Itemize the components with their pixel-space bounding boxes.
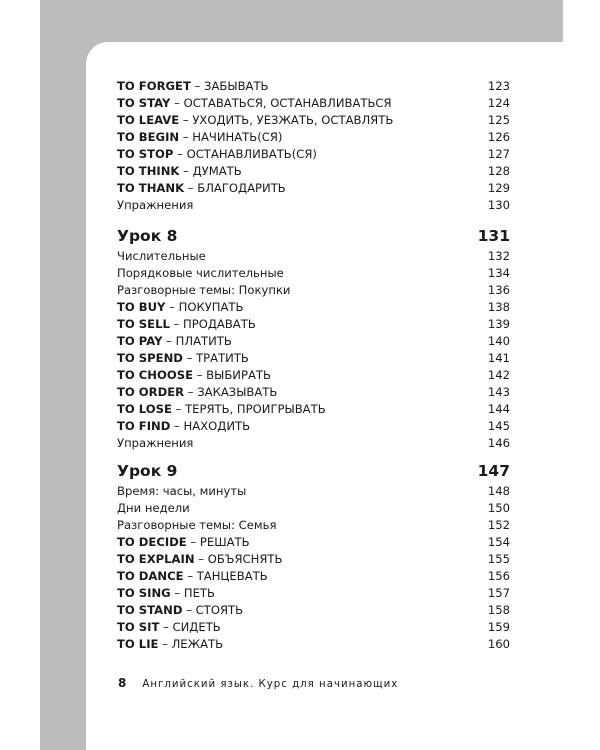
entry-text: Порядковые числительные xyxy=(117,266,284,280)
toc-entry xyxy=(117,620,510,637)
entry-text: TO STAND – СТОЯТЬ xyxy=(117,603,244,617)
page-footer xyxy=(118,676,398,690)
entry-page: 156 xyxy=(487,569,510,583)
toc-entry xyxy=(117,518,510,535)
entry-text: TO BEGIN – НАЧИНАТЬ(СЯ) xyxy=(117,130,283,144)
entry-page: 154 xyxy=(487,535,510,549)
entry-text: Разговорные темы: Покупки xyxy=(117,283,291,297)
entry-page: 130 xyxy=(487,198,510,212)
entry-page: 148 xyxy=(487,484,510,498)
page-number: 8 xyxy=(118,676,127,690)
entry-page: 146 xyxy=(487,436,510,450)
lesson-title: Урок 8 xyxy=(117,227,178,245)
entry-text: TO CHOOSE – ВЫБИРАТЬ xyxy=(117,368,271,382)
toc-entry xyxy=(117,637,510,654)
entry-page: 134 xyxy=(487,266,510,280)
toc-lesson-8 xyxy=(117,227,510,453)
entry-text: Разговорные темы: Семья xyxy=(117,518,277,532)
entry-text: Числительные xyxy=(117,249,206,263)
entry-page: 127 xyxy=(487,147,510,161)
entry-text: TO FORGET – ЗАБЫВАТЬ xyxy=(117,79,269,93)
entry-text: TO LEAVE – УХОДИТЬ, УЕЗЖАТЬ, ОСТАВЛЯТЬ xyxy=(117,113,394,127)
toc-entry xyxy=(117,535,510,552)
toc-entry xyxy=(117,198,510,215)
toc-entry xyxy=(117,402,510,419)
lesson-title: Урок 9 xyxy=(117,462,178,480)
entry-text: Упражнения xyxy=(117,436,194,450)
entry-text: TO ORDER – ЗАКАЗЫВАТЬ xyxy=(117,385,278,399)
entry-text: TO SELL – ПРОДАВАТЬ xyxy=(117,317,256,331)
toc-entry xyxy=(117,317,510,334)
entry-page: 124 xyxy=(487,96,510,110)
toc-entry xyxy=(117,351,510,368)
entry-page: 129 xyxy=(487,181,510,195)
entry-page: 152 xyxy=(487,518,510,532)
toc-entry xyxy=(117,249,510,266)
entry-page: 155 xyxy=(487,552,510,566)
entry-text: TO SING – ПЕТЬ xyxy=(117,586,215,600)
entry-text: TO FIND – НАХОДИТЬ xyxy=(117,419,251,433)
toc-entry xyxy=(117,436,510,453)
entry-text: Время: часы, минуты xyxy=(117,484,247,498)
entry-text: TO LIE – ЛЕЖАТЬ xyxy=(117,637,224,651)
entry-page: 128 xyxy=(487,164,510,178)
entry-page: 144 xyxy=(487,402,510,416)
entry-page: 139 xyxy=(487,317,510,331)
entry-text: Упражнения xyxy=(117,198,194,212)
toc-entry xyxy=(117,113,510,130)
entry-text: TO DECIDE – РЕШАТЬ xyxy=(117,535,250,549)
toc-entry xyxy=(117,300,510,317)
entry-page: 136 xyxy=(487,283,510,297)
entry-text: TO STOP – ОСТАНАВЛИВАТЬ(СЯ) xyxy=(117,147,317,161)
toc-entry xyxy=(117,385,510,402)
entry-page: 158 xyxy=(487,603,510,617)
toc-entry xyxy=(117,283,510,300)
toc-entry xyxy=(117,79,510,96)
entry-page: 157 xyxy=(487,586,510,600)
toc-entry xyxy=(117,164,510,181)
entry-text: TO SIT – СИДЕТЬ xyxy=(117,620,221,634)
toc-entry xyxy=(117,96,510,113)
entry-page: 132 xyxy=(487,249,510,263)
entry-text: TO LOSE – ТЕРЯТЬ, ПРОИГРЫВАТЬ xyxy=(117,402,326,416)
toc-entry xyxy=(117,586,510,603)
entry-page: 159 xyxy=(487,620,510,634)
entry-text: TO PAY – ПЛАТИТЬ xyxy=(117,334,232,348)
toc-entry xyxy=(117,484,510,501)
entry-page: 126 xyxy=(487,130,510,144)
toc-entry xyxy=(117,147,510,164)
toc-section-continued xyxy=(117,79,510,215)
lesson-heading xyxy=(117,227,510,249)
entry-page: 125 xyxy=(487,113,510,127)
entry-page: 141 xyxy=(487,351,510,365)
entry-page: 143 xyxy=(487,385,510,399)
toc-entry xyxy=(117,419,510,436)
entry-page: 140 xyxy=(487,334,510,348)
entry-text: TO SPEND – ТРАТИТЬ xyxy=(117,351,249,365)
lesson-heading xyxy=(117,462,510,484)
lesson-page: 147 xyxy=(477,462,510,480)
toc-lesson-9 xyxy=(117,462,510,654)
toc-entry xyxy=(117,552,510,569)
entry-page: 160 xyxy=(487,637,510,651)
entry-text: Дни недели xyxy=(117,501,190,515)
toc-entry xyxy=(117,603,510,620)
toc-entry xyxy=(117,569,510,586)
entry-text: TO THINK – ДУМАТЬ xyxy=(117,164,242,178)
toc-entry xyxy=(117,334,510,351)
toc-entry xyxy=(117,501,510,518)
toc-entry xyxy=(117,266,510,283)
entry-text: TO STAY – ОСТАВАТЬСЯ, ОСТАНАВЛИВАТЬСЯ xyxy=(117,96,392,110)
toc-entry xyxy=(117,181,510,198)
entry-text: TO EXPLAIN – ОБЪЯСНЯТЬ xyxy=(117,552,283,566)
toc-entry xyxy=(117,368,510,385)
entry-page: 138 xyxy=(487,300,510,314)
entry-text: TO THANK – БЛАГОДАРИТЬ xyxy=(117,181,286,195)
entry-page: 123 xyxy=(487,79,510,93)
lesson-page: 131 xyxy=(477,227,510,245)
entry-text: TO BUY – ПОКУПАТЬ xyxy=(117,300,244,314)
entry-page: 145 xyxy=(487,419,510,433)
entry-page: 142 xyxy=(487,368,510,382)
running-title: Английский язык. Курс для начинающих xyxy=(142,679,399,690)
toc-entry xyxy=(117,130,510,147)
entry-text: TO DANCE – ТАНЦЕВАТЬ xyxy=(117,569,268,583)
entry-page: 150 xyxy=(487,501,510,515)
